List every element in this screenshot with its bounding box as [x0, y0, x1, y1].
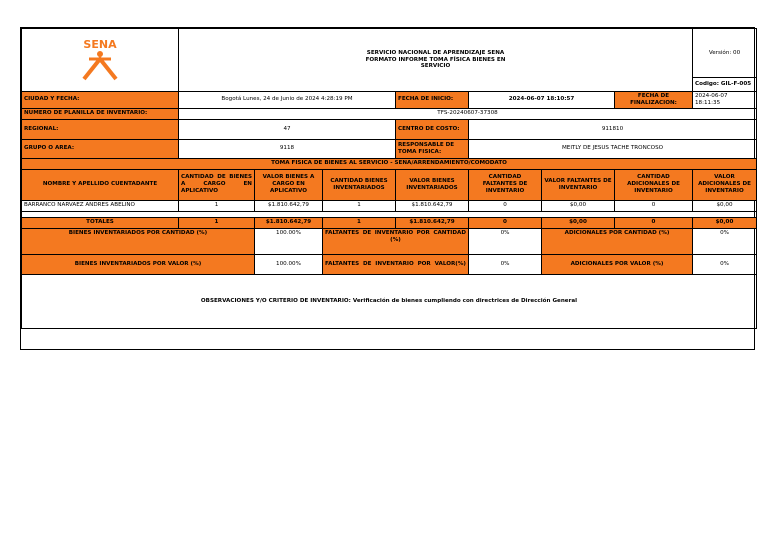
responsible-value: MEITLY DE JESUS TACHE TRONCOSO	[469, 139, 757, 158]
cell-qty-missing: 0	[469, 200, 542, 211]
total-value-assigned: $1.810.642,79	[255, 217, 323, 228]
col-header-qty-additional: CANTIDAD ADICIONALES DE INVENTARIO	[615, 169, 693, 200]
total-value-inventoried: $1.810.642,79	[396, 217, 469, 228]
col-header-qty-inventoried: CANTIDAD BIENES INVENTARIADOS	[323, 169, 396, 200]
start-date-value: 2024-06-07 18:10:57	[469, 92, 615, 109]
document-code: Codigo: GIL-F-005	[693, 78, 757, 92]
total-qty-missing: 0	[469, 217, 542, 228]
cell-qty-assigned: 1	[179, 200, 255, 211]
planilla-value: TFS-20240607-37308	[179, 108, 757, 119]
col-header-qty-missing: CANTIDAD FALTANTES DE INVENTARIO	[469, 169, 542, 200]
cell-value-assigned: $1.810.642,79	[255, 200, 323, 211]
logo-cell	[22, 29, 179, 92]
total-value-missing: $0,00	[542, 217, 615, 228]
col-header-value-additional: VALOR ADICIONALES DE INVENTARIO	[693, 169, 757, 200]
summary-missing-qty-text: FALTANTES DE INVENTARIO POR CANTIDAD	[325, 229, 466, 236]
total-value-additional: $0,00	[693, 217, 757, 228]
table-row	[22, 200, 757, 211]
report-table	[21, 28, 757, 329]
sena-logo	[75, 37, 125, 81]
summary-missing-val-label: FALTANTES DE INVENTARIO POR VALOR(%)	[323, 254, 469, 274]
cell-name: BARRANCO NARVAEZ ANDRES ABELINO	[22, 200, 179, 211]
summary-missing-qty-value: 0%	[469, 228, 542, 254]
group-label: GRUPO O AREA:	[22, 139, 179, 158]
col-header-value-assigned: VALOR BIENES A CARGO EN APLICATIVO	[255, 169, 323, 200]
report-title: SERVICIO NACIONAL DE APRENDIZAJE SENA FORMATO INFORME TOMA FÍSICA BIENES EN SERVICIO	[179, 29, 693, 92]
start-date-label: FECHA DE INICIO:	[396, 92, 469, 109]
end-date-value: 2024-06-07 18:11:35	[693, 92, 757, 109]
summary-qty-value: 100.00%	[255, 228, 323, 254]
planilla-label: NUMERO DE PLANILLA DE INVENTARIO:	[22, 108, 179, 119]
observations: OBSERVACIONES Y/O CRITERIO DE INVENTARIO: Verificación de bienes cumpliendo con directrices de Dirección General	[22, 274, 757, 328]
summary-qty-label: BIENES INVENTARIADOS POR CANTIDAD (%)	[22, 228, 255, 254]
summary-add-qty-value: 0%	[693, 228, 757, 254]
end-date-label: FECHA DE FINALIZACION:	[615, 92, 693, 109]
cell-value-additional: $0,00	[693, 200, 757, 211]
city-date-label: CIUDAD Y FECHA:	[22, 92, 179, 109]
total-qty-additional: 0	[615, 217, 693, 228]
total-qty-inventoried: 1	[323, 217, 396, 228]
responsible-label: RESPONSABLE DE TOMA FISICA:	[396, 139, 469, 158]
summary-add-val-value: 0%	[693, 254, 757, 274]
col-header-value-missing: VALOR FALTANTES DE INVENTARIO	[542, 169, 615, 200]
cell-value-missing: $0,00	[542, 200, 615, 211]
summary-val-value: 100.00%	[255, 254, 323, 274]
regional-value: 47	[179, 119, 396, 139]
city-date-value: Bogotá Lunes, 24 de Junio de 2024 4:28:19 PM	[179, 92, 396, 109]
cell-value-inventoried: $1.810.642,79	[396, 200, 469, 211]
summary-missing-val-value: 0%	[469, 254, 542, 274]
col-header-name: NOMBRE Y APELLIDO CUENTADANTE	[22, 169, 179, 200]
version-label: Versión: 00	[693, 29, 757, 78]
summary-add-qty-label: ADICIONALES POR CANTIDAD (%)	[542, 228, 693, 254]
regional-label: REGIONAL:	[22, 119, 179, 139]
summary-missing-qty-suffix: (%)	[390, 236, 401, 243]
totals-label: TOTALES	[22, 217, 179, 228]
total-qty-assigned: 1	[179, 217, 255, 228]
cell-qty-inventoried: 1	[323, 200, 396, 211]
col-header-value-inventoried: VALOR BIENES INVENTARIADOS	[396, 169, 469, 200]
section-title: TOMA FISICA DE BIENES AL SERVICIO - SENA/ARRENDAMIENTO/COMODATO	[22, 158, 757, 169]
inventory-report-sheet	[20, 27, 755, 350]
summary-val-label: BIENES INVENTARIADOS POR VALOR (%)	[22, 254, 255, 274]
totals-row	[22, 217, 757, 228]
cost-center-value: 911810	[469, 119, 757, 139]
svg-text:SENA: SENA	[83, 37, 117, 51]
cell-qty-additional: 0	[615, 200, 693, 211]
summary-add-val-label: ADICIONALES POR VALOR (%)	[542, 254, 693, 274]
cost-center-label: CENTRO DE COSTO:	[396, 119, 469, 139]
group-value: 9118	[179, 139, 396, 158]
col-header-qty-assigned: CANTIDAD DE BIENES A CARGO EN APLICATIVO	[179, 169, 255, 200]
summary-missing-qty-label	[323, 228, 469, 254]
